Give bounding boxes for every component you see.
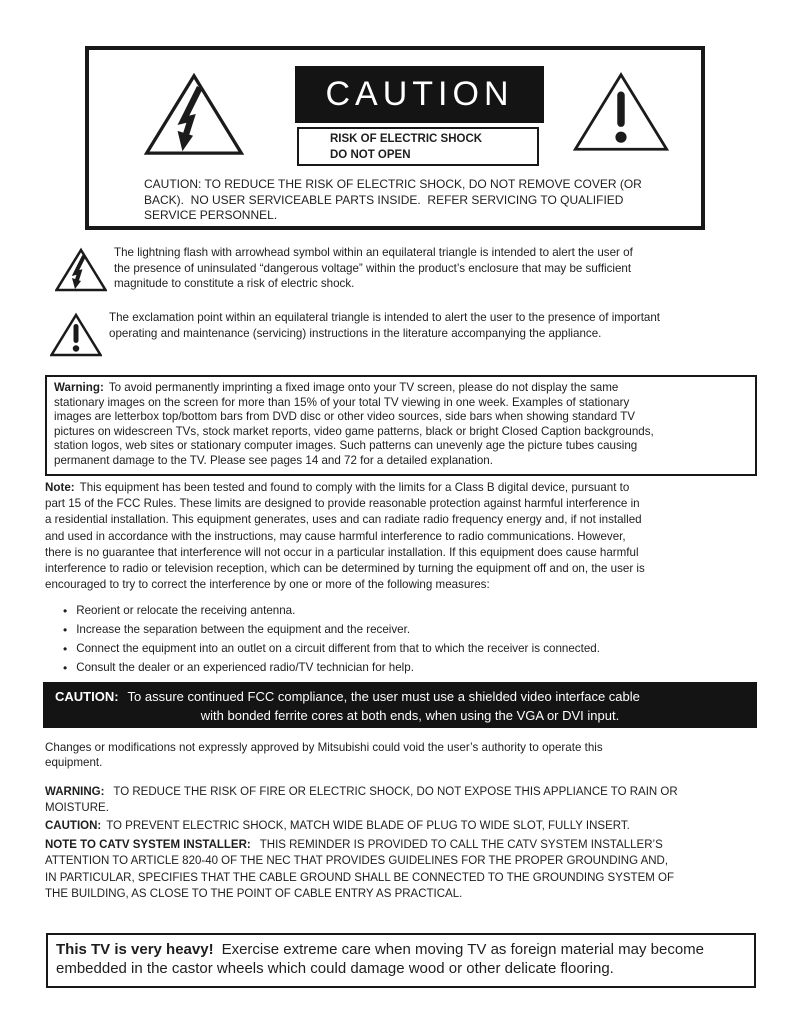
risk-line-2: DO NOT OPEN [330,149,411,161]
catv-label: NOTE TO CATV SYSTEM INSTALLER: [45,839,251,851]
measure-item: • Consult the dealer or an experienced radio/TV technician for help. [63,661,414,676]
note-label: Note: [45,481,75,494]
exclamation-triangle-icon [571,71,671,153]
heavy-warning-label: This TV is very heavy! [56,941,214,958]
lightning-triangle-icon [55,243,107,297]
modifications-note: Changes or modifications not expressly approved by Mitsubishi could void the user’s authority to operate this equipment. [45,741,603,769]
fcc-caution-bar: CAUTION: To assure continued FCC compliance, the user must use a shielded video interface cable with bonded ferrite cores at both ends, when using the VGA or DVI input. [43,682,757,728]
caution-label: CAUTION: [45,820,102,832]
bullet-icon: • [63,623,68,638]
fcc-note-paragraph: Note: This equipment has been tested and found to comply with the limits for a Class B digital device, pursuant to part 15 of the FCC Rules. These limits are designed to provide reasonable protection against harmful interference in a residential installation. This equipment generates, uses and can radiate radio frequency energy and, if not installed and used in accordance with the instructions, may cause harmful interference to radio communications. However, there is no guarantee that interference will not occur in a particular installation. If this equipment does cause harmful interference to radio or television reception, which can be determined by turning the equipment off and on, the user is encouraged to try to correct the interference by one or more of the following measures: [45,481,645,592]
caution-panel-body: CAUTION: TO REDUCE THE RISK OF ELECTRIC SHOCK, DO NOT REMOVE COVER (OR BACK). NO USER SERVICEABLE PARTS INSIDE. REFER SERVICING TO QUALIFIED SERVICE PERSONNEL. [144,177,642,222]
measure-item: • Reorient or relocate the receiving antenna. [63,604,296,618]
measure-item: • Connect the equipment into an outlet on a circuit different from that to which the receiver is connected. [63,642,600,657]
measures-list [63,604,763,680]
lightning-triangle-icon [141,72,247,157]
warning-rain-note: WARNING: TO REDUCE THE RISK OF FIRE OR ELECTRIC SHOCK, DO NOT EXPOSE THIS APPLIANCE TO RAIN OR MOISTURE. [45,786,678,815]
risk-box [297,127,539,166]
symbol-note-text: The lightning flash with arrowhead symbol within an equilateral triangle is intended to alert the user of the presence of uninsulated “dangerous voltage” within the product’s enclosure that may be sufficient magnitude to constitute a risk of electric shock. [114,246,633,291]
caution-banner [295,66,544,123]
bullet-icon: • [63,604,68,618]
burn-in-warning-box: Warning: To avoid permanently imprinting a fixed image onto your TV screen, please do not display the same stationary images on the screen for more than 15% of your total TV viewing in one week. Examples of stationary images are letterbox top/bottom bars from DVD disc or other video sources, side bars when showing standard TV pictures on widescreen TVs, stock market reports, video game patterns, black or bright Closed Caption backgrounds, station logos, web sites or stationary computer images. Such patterns can unevenly age the picture tubes causing permanent damage to the TV. Please see pages 14 and 72 for a detailed explanation. [45,375,757,476]
exclamation-triangle-icon [50,308,102,362]
measure-item: • Increase the separation between the equipment and the receiver. [63,623,411,638]
symbol-note-exclamation [50,308,660,362]
warning-label: WARNING: [45,786,105,798]
heavy-warning-box: This TV is very heavy! Exercise extreme care when moving TV as foreign material may become embedded in the castor wheels which could damage wood or other delicate flooring. [46,933,756,988]
warning-label: Warning: [54,381,104,394]
caution-plug-note: CAUTION: TO PREVENT ELECTRIC SHOCK, MATCH WIDE BLADE OF PLUG TO WIDE SLOT, FULLY INSERT. [45,820,630,832]
symbol-note-lightning [55,243,633,297]
bullet-icon: • [63,661,68,676]
caution-panel [85,46,705,230]
catv-installer-note: NOTE TO CATV SYSTEM INSTALLER: THIS REMINDER IS PROVIDED TO CALL THE CATV SYSTEM INSTALLER’S ATTENTION TO ARTICLE 820-40 OF THE NEC THAT PROVIDES GUIDELINES FOR THE PROPER GROUNDING AND, IN PARTICULAR, SPECIFIES THAT THE CABLE GROUND SHALL BE CONNECTED TO THE GROUNDING SYSTEM OF THE BUILDING, AS CLOSE TO THE POINT OF CABLE ENTRY AS PRACTICAL. [45,839,674,900]
caution-banner-label: CAUTION [325,75,514,113]
fcc-caution-label: CAUTION: [55,689,119,704]
risk-line-1: RISK OF ELECTRIC SHOCK [330,133,483,145]
bullet-icon: • [63,642,68,657]
symbol-note-text: The exclamation point within an equilateral triangle is intended to alert the user to the presence of important operating and maintenance (servicing) instructions in the literature accompanying the appliance. [109,311,661,340]
